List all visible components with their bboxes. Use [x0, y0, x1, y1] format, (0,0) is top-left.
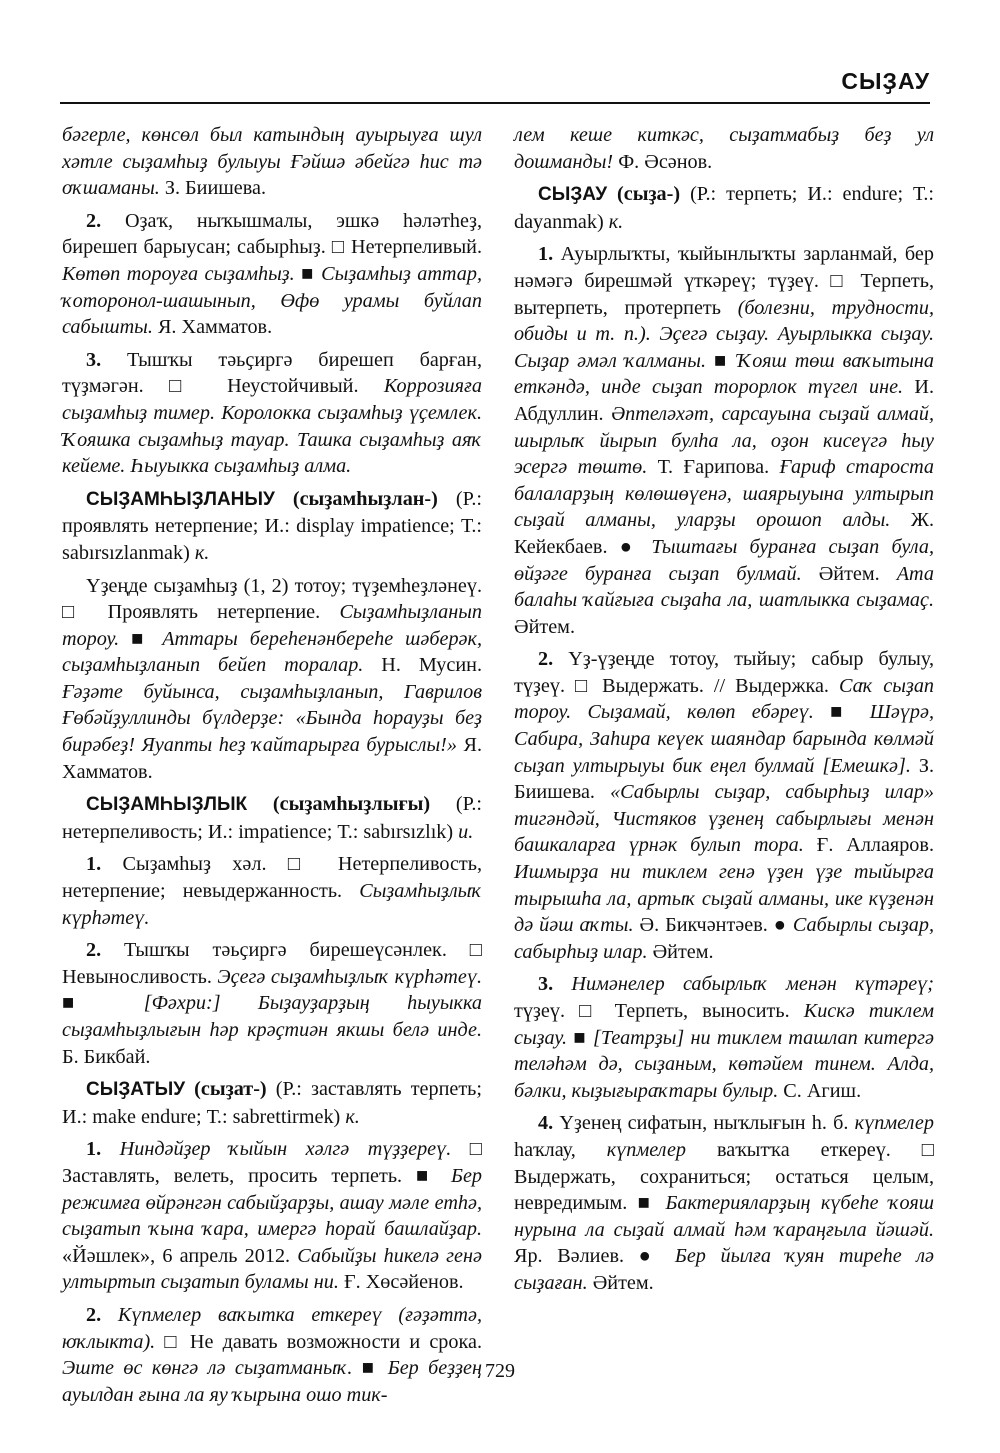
headword-paragraph: СЫҘАУ (сыҙа-) (Р.: терпеть; И.: endure; Т.: dayanmak) к. — [514, 183, 934, 233]
sense-paragraph: 3. Тышҡы тәьҫиргә бирешеп барған, түҙмәгән. □ Неустойчивый. Коррозияға сыҙамһыҙ тимер. Королокка сыҙамһыҙ үҫемлек. Ҡояшка сыҙамһыҙ тауар. Ташка сыҙамһыҙ аяҡ кейеме. Һыуыкка сыҙамһыҙ алма. — [62, 348, 482, 478]
page-header — [60, 66, 930, 104]
running-head: СЫҘАУ — [841, 68, 930, 94]
sense-paragraph: 3. Нимәнелер сабырлыҡ менән күтәреү; түҙеү. □ Терпеть, выносить. Кискә тиклем сыҙау. ■ [Театрҙы] ни тиклем ташлап китергә теләһәм дә, сыҙаным, көтәйем тинем. Алда, бәлки, кыҙығыраҡтары булыр. С. Агиш. — [514, 973, 934, 1102]
entry-paragraph: бәгерле, көнсөл был катындың ауырыуға шул хәтле сыҙамһыҙ булыуы Ғәйшә әбейгә һис тә оҡшаманы. З. Биишева. — [62, 124, 482, 200]
sense-paragraph: 2. Үҙ-үҙеңде тотоу, тыйыу; сабыр булыу, түҙеү. □ Выдержать. // Выдержка. Саҡ сыҙап тороу. Сыҙамай, көлөп ебәреү. ■ Шәүрә, Сабира, Заһира кеүек шаяндар барында көлмәй сыҙап ултырыуы бик еңел булмай [Емешкә]. З. Биишева. «Сабырлы сыҙар, сабырһыҙ илар» тигәндәй, Чистяков үҙенең сабырлығы менән башкаларға үрнәк булып тора. Ғ. Аллаяров. Ишмырҙа ни тиклем генә үҙен үҙе тыйырға тырышһа ла, артыҡ сыҙай алманы, ике күҙенән дә йәш аҡты. Ә. Бикчәнтәев. ● Сабырлы сыҙар, сабырһыҙ илар. Әйтем. — [514, 648, 935, 963]
headword: СЫҘАУ — [538, 184, 608, 206]
sense-paragraph: 2. Тышҡы тәьҫиргә бирешеүсәнлек. □ Невыносливость. Эҫегә сыҙамһыҙлыҡ күрһәтеү. ■ [Фәхри:] Быҙауҙарҙың һыуыкка сыҙамһыҙлығын һәр крәҫтиән якшы белә инде. Б. Бикбай. — [62, 939, 482, 1068]
definition-paragraph: Үҙеңде сыҙамһыҙ (1, 2) тотоу; түҙемһеҙләнеү. □ Проявлять нетерпение. Сыҙамһыҙланып тороу. ■ Аттары береһенәнбереһе шәберәк, сыҙамһыҙланып бейеп торалар. Н. Мусин. Ғәҙәте буйынса, сыҙамһыҙланып, Гаврилов Ғөбәйҙуллинды бүлдерҙе: «Бында һорауҙы беҙ бирәбеҙ! Яуапты һеҙ ҡайтарырға бурыслы!» Я. Хамматов. — [62, 574, 482, 783]
sense-paragraph: 2. Күпмелер ваҡытка еткереү (ғәҙәттә, юҡлыкта). □ Не давать возможности и срока. Эште өс көнгә лә сыҙатманыҡ. ■ Бер беҙҙең ауылдан ғына ла яу ҡырына ошо тик- — [62, 1303, 482, 1406]
sense-paragraph: 4. Үҙенең сифатын, ныҡлығын һ. б. күпмелер һаҡлау, күпмелер ваҡытҡа еткереү. □ Выдержать, сохраниться; остаться целым, невредимым. ■ Бактерияларҙың күбеһе ҡояш нурына ла сыҙай алмай һәм ҡараңғыла йәшәй. Яр. Вәлиев. ● Бер йылға ҡуян тиреһе лә сыҙаған. Әйтем. — [514, 1112, 935, 1294]
headword: СЫҘАМҺЫҘЛЫК — [86, 794, 248, 816]
right-column — [514, 122, 934, 1303]
left-column — [62, 122, 482, 1414]
headword: СЫҘАМҺЫҘЛАНЫУ — [86, 488, 275, 510]
headword-paragraph: СЫҘАМҺЫҘЛАНЫУ (сыҙамһыҙлан-) (Р.: проявлять нетерпение; И.: display impatience; Т.: sabırsızlanmak) к. — [62, 487, 482, 564]
headword-paragraph: СЫҘАТЫУ (сыҙат-) (Р.: заставлять терпеть; И.: make endure; Т.: sabrettirmek) к. — [62, 1078, 482, 1128]
sense-paragraph: 1. Ниндәйҙер ҡыйын хәлгә түҙҙереү. □ Заставлять, велеть, просить терпеть. ■ Бер режимға өйрәнгән сабыйҙарҙы, ашау мәле етһә, сыҙатып ҡына ҡара, имергә һорай башлайҙар. «Йәшлек», 6 апрель 2012. Сабыйҙы һикелә генә ултыртып сыҙатып буламы ни. Ғ. Хөсәйенов. — [62, 1138, 483, 1294]
sense-paragraph: 2. Оҙаҡ, ныҡышмалы, эшкә һәләтһеҙ, бирешеп барыусан; сабырһыҙ. □ Нетерпеливый. Көтөп тороуға сыҙамһыҙ. ■ Сыҙамһыҙ аттар, ҡоторонол-шашынып, Өфө урамы буйлап сабышты. Я. Хамматов. — [62, 209, 482, 339]
sense-paragraph: 1. Сыҙамһыҙ хәл. □ Нетерпеливость, нетерпение; невыдержанность. Сыҙамһыҙлыҡ күрһәтеү. — [62, 853, 482, 929]
headword: СЫҘАТЫУ — [86, 1079, 186, 1101]
page-number: 729 — [485, 1360, 515, 1382]
sense-paragraph: 1. Ауырлыҡты, ҡыйынлыҡты зарланмай, бер нәмәгә бирешмәй үткәреү; түҙеү. □ Терпеть, вытерпеть, протерпеть (болезни, трудности, обиды и т. п.). Эҫегә сыҙау. Ауырлыкка сыҙау. Сыҙар әмәл ҡалманы. ■ Ҡояш төш ваҡытына еткәндә, инде сыҙап торорлок түгел ине. И. Абдуллин. Әптеләхәт, сарсауына сыҙай алмай, шырлыҡ йырып булһа ла, оҙон кисеүгә һыу эсергә төштө. Т. Ғарипова. Ғариф староста балаларҙың көлөшөүенә, шаярыуына ултырып сыҙай алманы, уларҙы орошоп алды. Ж. Кейекбаев. ● Тыштағы буранға сыҙап була, өйҙәге буранға сыҙап булмай. Әйтем. Ата балаһы ҡайғыға сыҙаһа ла, шатлыкка сыҙамаҫ. Әйтем. — [514, 243, 934, 638]
headword-paragraph: СЫҘАМҺЫҘЛЫК (сыҙамһыҙлығы) (Р.: нетерпеливость; И.: impatience; Т.: sabırsızlık) и. — [62, 793, 482, 843]
entry-paragraph: лем кеше киткәс, сыҙатмабыҙ беҙ ул дошманды! Ф. Әсәнов. — [514, 124, 934, 173]
